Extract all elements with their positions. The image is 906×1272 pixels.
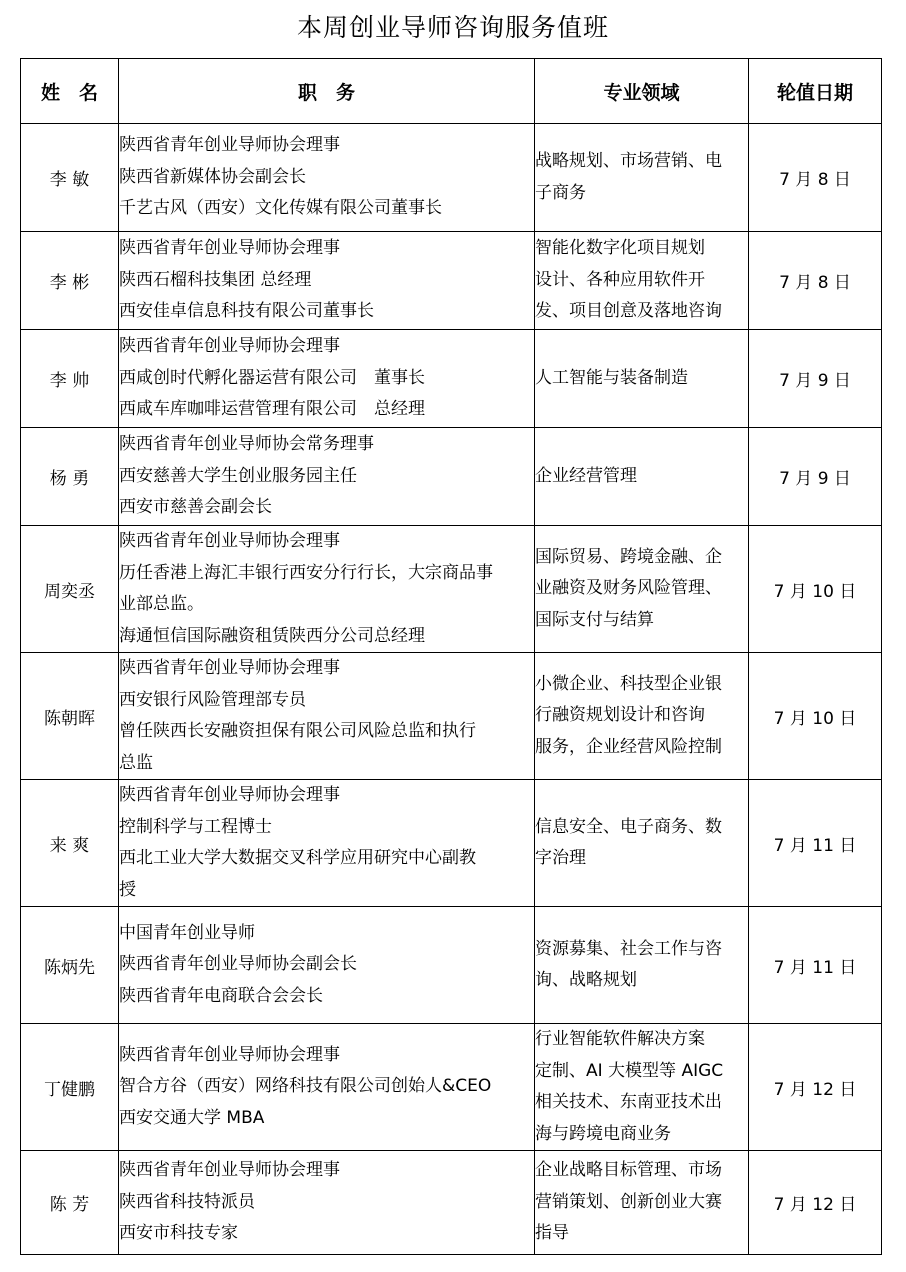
mentor-field	[535, 124, 749, 232]
mentor-name: 陈 芳	[21, 1151, 119, 1255]
mentor-name: 陈朝晖	[21, 653, 119, 780]
duty-schedule-table	[20, 58, 882, 1255]
duty-date: 7 月 10 日	[749, 653, 882, 780]
position-line: 西安慈善大学生创业服务园主任	[119, 465, 357, 486]
mentor-field	[535, 232, 749, 330]
position-line: 陕西省青年创业导师协会理事	[119, 238, 340, 259]
mentor-field	[535, 330, 749, 428]
field-line: 人工智能与装备制造	[535, 367, 688, 388]
position-line: 海通恒信国际融资租赁陕西分公司总经理	[119, 625, 425, 646]
duty-date: 7 月 9 日	[749, 330, 882, 428]
table-row	[21, 1151, 882, 1255]
duty-date: 7 月 8 日	[749, 124, 882, 232]
table-row	[21, 330, 882, 428]
position-line: 西安市慈善会副会长	[119, 497, 272, 518]
position-line: 陕西省青年创业导师协会理事	[119, 135, 340, 156]
position-line: 千艺古风（西安）文化传媒有限公司董事长	[119, 198, 442, 219]
field-line: 信息安全、电子商务、数	[535, 816, 722, 837]
field-line: 战略规划、市场营销、电	[535, 151, 722, 171]
position-line: 智合方谷（西安）网络科技有限公司创始人&CEO	[119, 1076, 492, 1097]
field-line: 小微企业、科技型企业银	[535, 673, 722, 694]
duty-date: 7 月 8 日	[749, 232, 882, 330]
position-line: 总监	[119, 752, 153, 773]
mentor-name: 陈炳先	[21, 907, 119, 1024]
field-line: 海与跨境电商业务	[535, 1123, 671, 1144]
position-line: 陕西省青年创业导师协会副会长	[119, 954, 357, 975]
position-line: 西安市科技专家	[119, 1223, 238, 1244]
mentor-position	[119, 907, 535, 1024]
mentor-field	[535, 653, 749, 780]
field-line: 企业经营管理	[535, 465, 637, 486]
header-position: 职 务	[119, 59, 535, 124]
position-line: 陕西省青年创业导师协会常务理事	[119, 434, 374, 455]
header-field: 专业领域	[535, 59, 749, 124]
duty-date: 7 月 11 日	[749, 780, 882, 907]
mentor-field	[535, 907, 749, 1024]
position-line: 陕西省青年创业导师协会理事	[119, 1044, 340, 1065]
field-line: 子商务	[535, 182, 586, 203]
mentor-name: 周奕丞	[21, 526, 119, 653]
duty-date: 7 月 9 日	[749, 428, 882, 526]
header-name: 姓 名	[21, 59, 119, 124]
duty-date: 7 月 10 日	[749, 526, 882, 653]
page-title: 本周创业导师咨询服务值班	[296, 13, 609, 42]
field-line: 字治理	[535, 848, 586, 868]
field-line: 发、项目创意及落地咨询	[535, 301, 722, 322]
position-line: 业部总监。	[119, 594, 204, 614]
mentor-position	[119, 428, 535, 526]
field-line: 智能化数字化项目规划	[535, 238, 705, 259]
table-row	[21, 428, 882, 526]
mentor-field	[535, 428, 749, 526]
position-line: 西咸创时代孵化器运营有限公司 董事长	[119, 367, 425, 388]
mentor-field	[535, 526, 749, 653]
field-line: 业融资及财务风险管理、	[535, 578, 722, 599]
table-row	[21, 907, 882, 1024]
field-line: 资源募集、社会工作与咨	[535, 938, 722, 959]
field-line: 定制、AI 大模型等 AIGC	[535, 1060, 724, 1081]
position-line: 陕西省新媒体协会副会长	[119, 166, 306, 187]
position-line: 西安银行风险管理部专员	[119, 689, 306, 710]
position-line: 陕西省青年创业导师协会理事	[119, 658, 340, 678]
position-line: 历任香港上海汇丰银行西安分行行长，大宗商品事	[119, 562, 493, 583]
mentor-field	[535, 1024, 749, 1151]
field-line: 相关技术、东南亚技术出	[535, 1092, 722, 1112]
mentor-name: 李 帅	[21, 330, 119, 428]
position-line: 陕西省科技特派员	[119, 1191, 255, 1212]
position-line: 陕西省青年创业导师协会理事	[119, 785, 340, 805]
mentor-field	[535, 780, 749, 907]
mentor-position	[119, 1024, 535, 1151]
field-line: 国际支付与结算	[535, 609, 654, 630]
field-line: 询、战略规划	[535, 970, 637, 990]
mentor-field	[535, 1151, 749, 1255]
mentor-position	[119, 330, 535, 428]
position-line: 中国青年创业导师	[119, 922, 255, 943]
position-line: 西安交通大学 MBA	[119, 1107, 265, 1128]
mentor-position	[119, 1151, 535, 1255]
position-line: 陕西省青年创业导师协会理事	[119, 531, 340, 551]
mentor-position	[119, 526, 535, 653]
field-line: 行融资规划设计和咨询	[535, 705, 705, 726]
position-line: 西安佳卓信息科技有限公司董事长	[119, 301, 374, 322]
position-line: 陕西石榴科技集团 总经理	[119, 269, 312, 290]
field-line: 营销策划、创新创业大赛	[535, 1191, 722, 1212]
mentor-name: 李 彬	[21, 232, 119, 330]
duty-date: 7 月 12 日	[749, 1024, 882, 1151]
table-row	[21, 653, 882, 780]
table-row	[21, 232, 882, 330]
table-body	[21, 124, 882, 1255]
table-row	[21, 526, 882, 653]
mentor-position	[119, 653, 535, 780]
header-date: 轮值日期	[749, 59, 882, 124]
duty-date: 7 月 11 日	[749, 907, 882, 1024]
mentor-position	[119, 232, 535, 330]
table-row	[21, 1024, 882, 1151]
mentor-name: 杨 勇	[21, 428, 119, 526]
field-line: 设计、各种应用软件开	[535, 269, 705, 290]
position-line: 控制科学与工程博士	[119, 816, 272, 837]
mentor-name: 李 敏	[21, 124, 119, 232]
position-line: 授	[119, 879, 136, 900]
field-line: 服务，企业经营风险控制	[535, 736, 722, 757]
position-line: 西咸车库咖啡运营管理有限公司 总经理	[119, 399, 425, 420]
position-line: 陕西省青年创业导师协会理事	[119, 336, 340, 357]
mentor-position	[119, 124, 535, 232]
position-line: 西北工业大学大数据交叉科学应用研究中心副教	[119, 848, 476, 868]
table-row	[21, 780, 882, 907]
position-line: 陕西省青年创业导师协会理事	[119, 1160, 340, 1181]
field-line: 企业战略目标管理、市场	[535, 1160, 722, 1181]
duty-date: 7 月 12 日	[749, 1151, 882, 1255]
mentor-name: 来 爽	[21, 780, 119, 907]
mentor-position	[119, 780, 535, 907]
mentor-name: 丁健鹏	[21, 1024, 119, 1151]
table-row	[21, 124, 882, 232]
position-line: 陕西省青年电商联合会会长	[119, 985, 323, 1006]
field-line: 国际贸易、跨境金融、企	[535, 546, 722, 567]
field-line: 行业智能软件解决方案	[535, 1029, 705, 1049]
field-line: 指导	[535, 1223, 569, 1244]
table-header-row	[21, 59, 882, 124]
position-line: 曾任陕西长安融资担保有限公司风险总监和执行	[119, 721, 476, 741]
